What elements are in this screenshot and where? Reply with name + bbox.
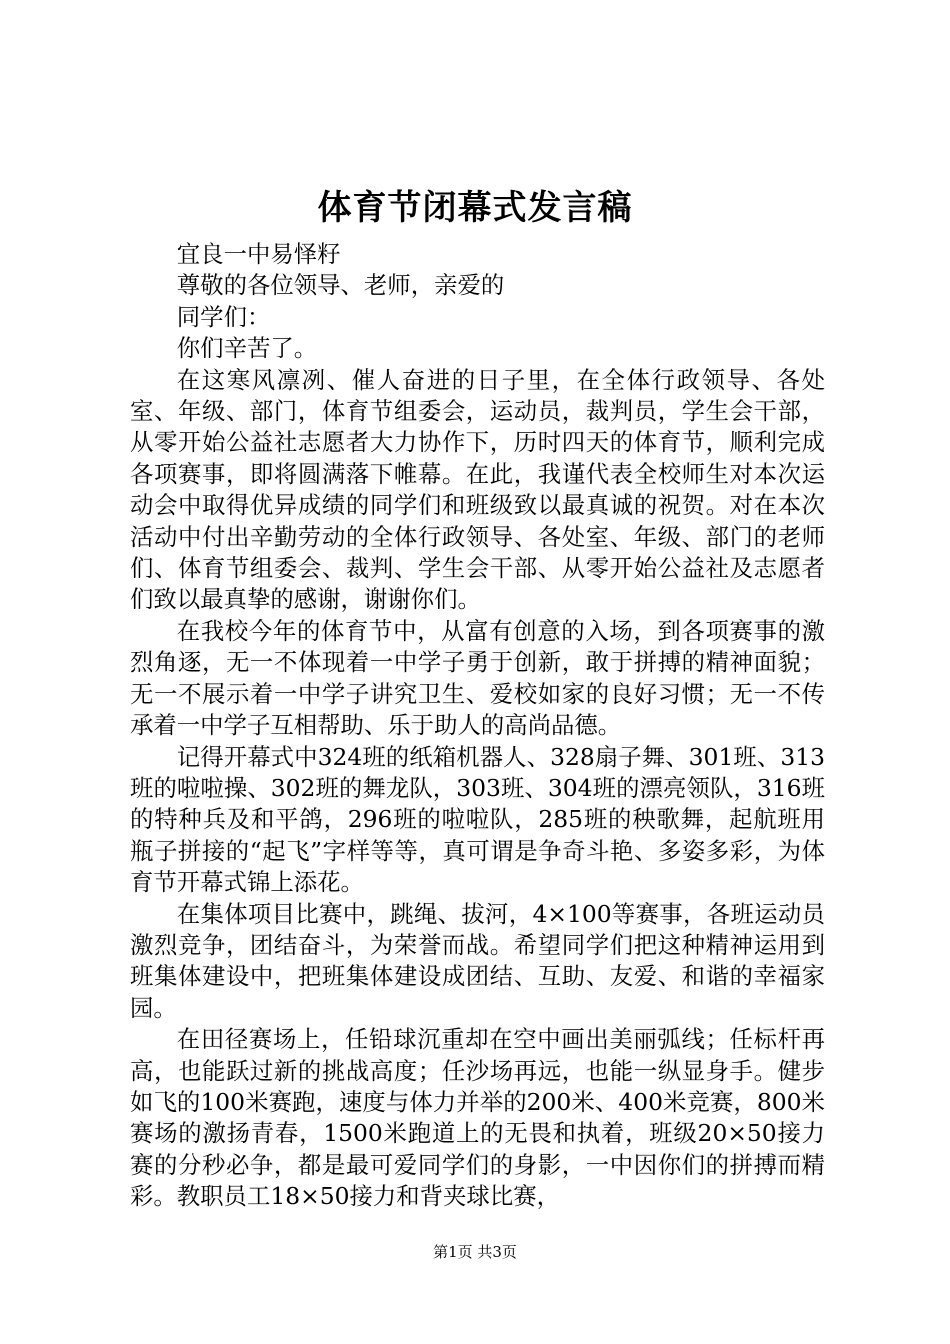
salutation-line: 尊敬的各位领导、老师，亲爱的 bbox=[176, 271, 505, 300]
author-line: 宜良一中易怿籽 bbox=[176, 240, 341, 268]
greeting-line: 你们辛苦了。 bbox=[176, 334, 318, 363]
paragraph: 在我校今年的体育节中，从富有创意的入场，到各项赛事的激烈角逐，无一不体现着一中学子勇于创新，敢于拼搏的精神面貌；无一不展示着一中学子讲究卫生、爱校如家的良好习惯；无一不传承着一中学子互相帮助、乐于助人的高尚品德。 bbox=[130, 616, 825, 740]
paragraph: 在这寒风凛冽、催人奋进的日子里，在全体行政领导、各处室、年级、部门，体育节组委会，运动员，裁判员，学生会干部，从零开始公益社志愿者大力协作下，历时四天的体育节，顺利完成各项赛事，即将圆满落下帷幕。在此，我谨代表全校师生对本次运动会中取得优异成绩的同学们和班级致以最真诚的祝贺。对在本次活动中付出辛勤劳动的全体行政领导、各处室、年级、部门的老师们、体育节组委会、裁判、学生会干部、从零开始公益社及志愿者们致以最真挚的感谢，谢谢你们。 bbox=[130, 365, 825, 614]
document-body bbox=[130, 239, 825, 1213]
document-title: 体育节闭幕式发言稿 bbox=[317, 188, 633, 228]
salutation-line-2: 同学们： bbox=[176, 302, 271, 331]
paragraph: 在田径赛场上，任铅球沉重却在空中画出美丽弧线；任标杆再高，也能跃过新的挑战高度；任沙场再远，也能一纵显身手。健步如飞的100米赛跑，速度与体力并举的200米、400米竞赛，800米赛场的激扬青春，1500米跑道上的无畏和执着，班级20×50接力赛的分秒必争，都是最可爱同学们的身影，一中因你们的拼搏而精彩。教职员工18×50接力和背夹球比赛， bbox=[130, 1025, 825, 1211]
paragraph: 在集体项目比赛中，跳绳、拔河，4×100等赛事，各班运动员激烈竞争，团结奋斗，为荣誉而战。希望同学们把这种精神运用到班集体建设中，把班集体建设成团结、互助、友爱、和谐的幸福家园。 bbox=[130, 899, 825, 1022]
page-number-footer: 第1页 共3页 bbox=[433, 1243, 517, 1261]
paragraph: 记得开幕式中324班的纸箱机器人、328扇子舞、301班、313班的啦啦操、302班的舞龙队，303班、304班的漂亮领队，316班的特种兵及和平鸽，296班的啦啦队，285班的秧歌舞，起航班用瓶子拼接的“起飞”字样等等，真可谓是争奇斗艳、多姿多彩，为体育节开幕式锦上添花。 bbox=[130, 742, 825, 897]
